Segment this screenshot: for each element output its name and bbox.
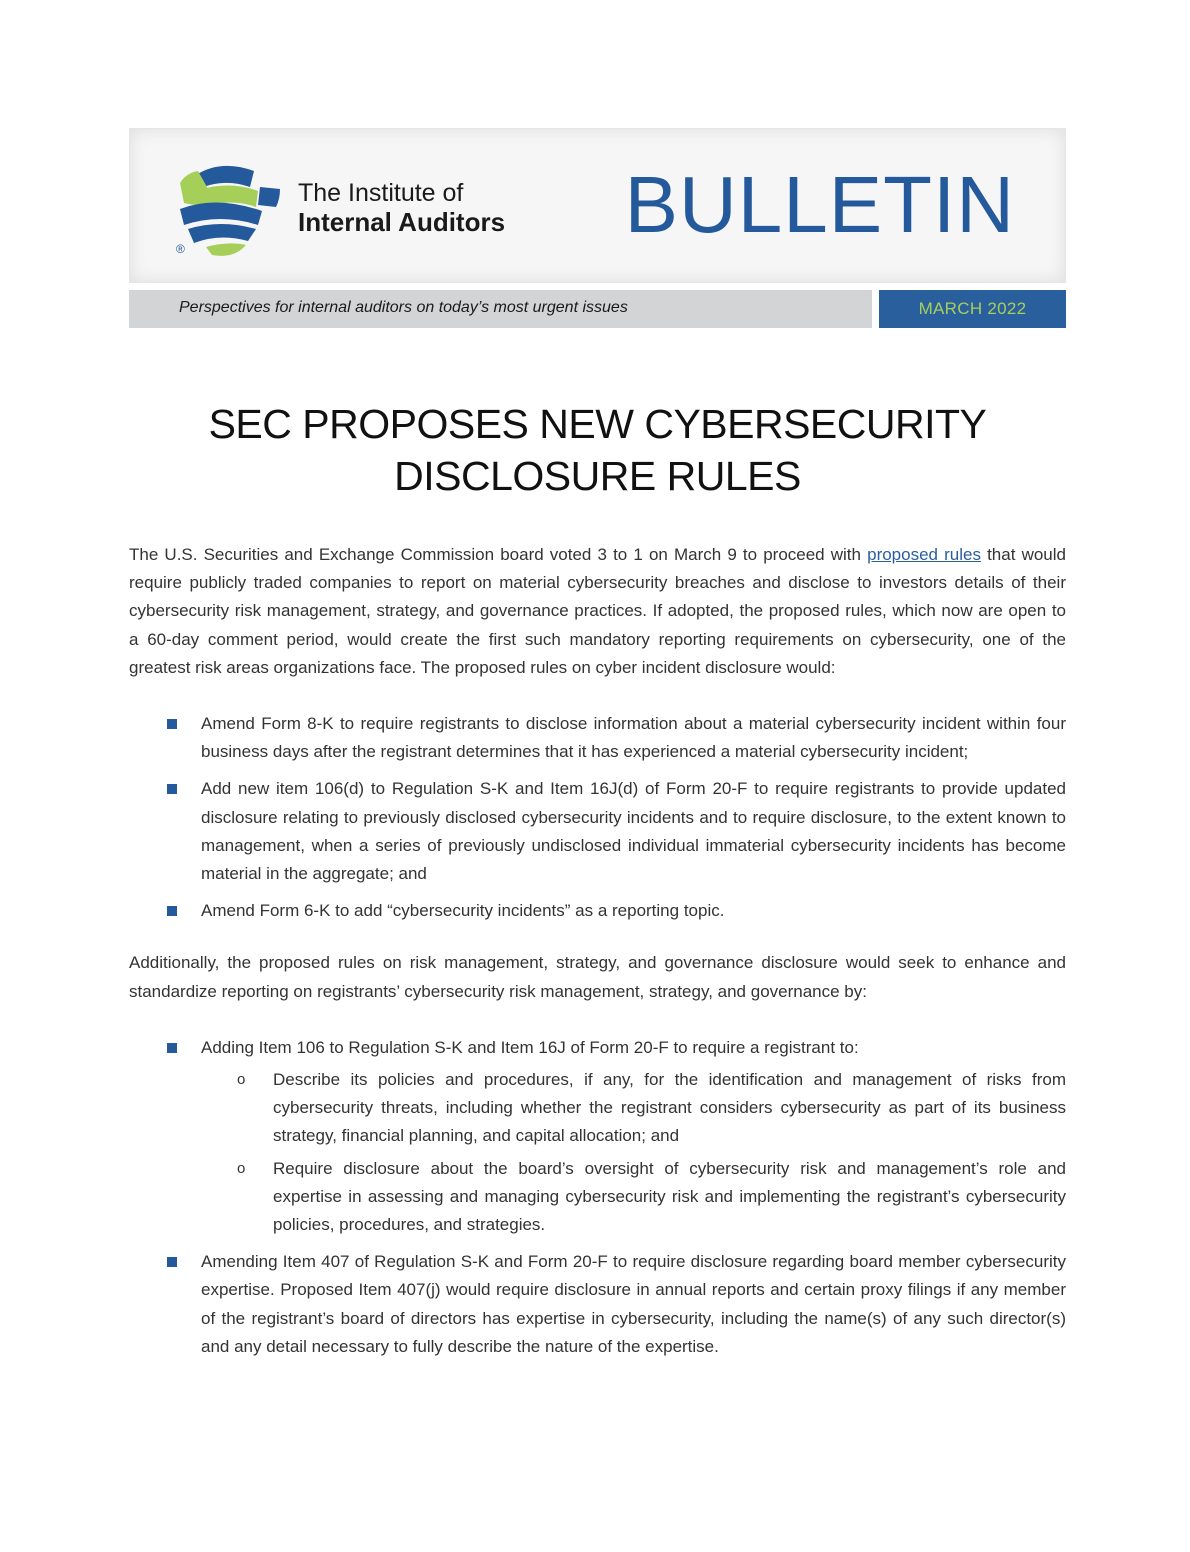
sub-list-item <box>201 1066 1066 1151</box>
list-item <box>129 1034 1066 1239</box>
article-title-line1: SEC PROPOSES NEW CYBERSECURITY <box>208 401 987 447</box>
intro-text-before-link: The U.S. Securities and Exchange Commission board voted 3 to 1 on March 9 to proceed with <box>129 545 868 564</box>
sub-list-item <box>201 1155 1066 1240</box>
square-bullet-icon <box>167 906 177 916</box>
list-item <box>129 1248 1066 1361</box>
square-bullet-icon <box>167 1257 177 1267</box>
tagline: Perspectives for internal auditors on today’s most urgent issues <box>179 299 628 316</box>
square-bullet-icon <box>167 1043 177 1053</box>
org-name-line1: The Institute of <box>298 179 464 207</box>
circle-bullet-icon: o <box>237 1159 246 1177</box>
header-banner <box>129 128 1066 283</box>
publication-title: BULLETIN <box>624 160 1015 249</box>
governance-disclosure-list <box>129 1034 1066 1361</box>
square-bullet-icon <box>167 719 177 729</box>
article-title <box>129 398 1066 502</box>
sub-list-item-text: Require disclosure about the board’s oversight of cybersecurity risk and management’s role and expertise in assessing and managing cybersecurity risk and implementing the registrant’s cybersecurity policies, procedures, and strategies. <box>273 1158 1066 1235</box>
article-body <box>129 541 1066 1385</box>
article-title-line2: DISCLOSURE RULES <box>394 453 801 499</box>
list-item-text: Amending Item 407 of Regulation S-K and Form 20-F to require disclosure regarding board member cybersecurity expertise. Proposed Item 407(j) would require disclosure in annual reports and certain proxy filings if any member of the registrant’s board of directors has expertise in cybersecurity, including the name(s) of any such director(s) and any detail necessary to fully describe the nature of the expertise. <box>201 1252 1066 1356</box>
incident-disclosure-list <box>129 710 1066 925</box>
list-item-text: Amend Form 6-K to add “cybersecurity incidents” as a reporting topic. <box>201 901 725 921</box>
list-item-text: Adding Item 106 to Regulation S-K and Item 16J of Form 20-F to require a registrant to: <box>201 1037 859 1057</box>
list-item-text: Add new item 106(d) to Regulation S-K and Item 16J(d) of Form 20-F to require registrants to provide updated disclosure relating to previously disclosed cybersecurity incidents and to require disclosure, to the extent known to management, when a series of previously undisclosed individual immaterial cybersecurity incidents has become material in the aggregate; and <box>201 779 1066 884</box>
sub-list-item-text: Describe its policies and procedures, if any, for the identification and management of risks from cybersecurity threats, including whether the registrant considers cybersecurity as part of its business strategy, financial planning, and capital allocation; and <box>273 1070 1066 1146</box>
issue-date: MARCH 2022 <box>879 290 1066 328</box>
circle-bullet-icon: o <box>237 1071 246 1089</box>
list-item <box>129 897 1066 925</box>
intro-text-after-link: that would require publicly traded companies to report on material cybersecurity breaches and disclose to investors details of their cybersecurity risk management, strategy, and governance practices. If adopted, the proposed rules, which now are open to a 60-day comment period, would create the first such mandatory reporting requirements on cybersecurity, one of the greatest risk areas organizations face. The proposed rules on cyber incident disclosure would: <box>129 545 1066 677</box>
list-item-text: Amend Form 8-K to require registrants to disclose information about a material cybersecurity incident within four business days after the registrant determines that it has experienced a material cybersecurity incident; <box>201 714 1066 762</box>
square-bullet-icon <box>167 784 177 794</box>
tagline-strip <box>129 290 872 328</box>
governance-paragraph: Additionally, the proposed rules on risk management, strategy, and governance disclosure would seek to enhance and standardize reporting on registrants’ cybersecurity risk management, strategy, and governance by: <box>129 953 1066 1001</box>
sub-list <box>201 1066 1066 1239</box>
org-name <box>298 179 505 238</box>
proposed-rules-link[interactable]: proposed rules <box>867 545 981 564</box>
intro-paragraph <box>129 541 1066 682</box>
list-item <box>129 710 1066 766</box>
org-name-line2: Internal Auditors <box>298 206 506 237</box>
iia-globe-logo <box>176 163 284 259</box>
list-item <box>129 775 1066 888</box>
registered-mark: ® <box>176 242 185 256</box>
